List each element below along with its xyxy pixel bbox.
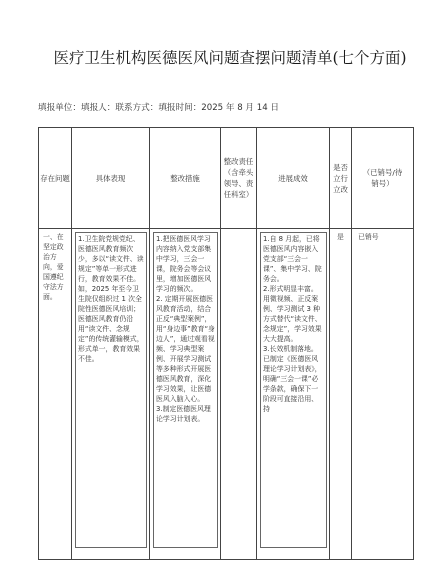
header-responsible: 整改责任（含牵头领导、责任科室）: [221, 128, 257, 229]
document-title: 医疗卫生机构医德医风问题查摆问题清单(七个方面): [53, 49, 407, 67]
cell-responsible: [221, 229, 257, 560]
cell-progress: 1.自 8 月起，已将医德医风内容嵌入党支部“三会一课”、集中学习、院务会。 2.形式明显丰富。用微视频、正反案例、学习测试 3 种方式替代“读文件、念规定”，学习效果大大提高。 3.长效机制落地。已制定《医德医风理论学习计划表》，明确“三会一课”必学条款，确保下一阶段可直接沿用、持: [257, 229, 330, 560]
table-row: [39, 229, 414, 560]
cell-problem: 一、在坚定政治方向，爱国遵纪守法方面。: [39, 229, 72, 560]
cell-closed: 已销号: [352, 229, 414, 560]
cell-measures: 1.把医德医风学习内容纳入党支部集中学习，三会一课，院务会等会议里，增加医德医风学习的频次。 2. 定期开展医德医风教育活动，结合正反“典型案例”，用“身边事”教育“身边人”，通过观看视频、学习典型案例、开展学习测试等多种形式开展医德医风教育，深化学习效果，让医德医风入脑入心。 3.制定医德医风理论学习计划表。: [150, 229, 221, 560]
cell-immediate: 是: [330, 229, 352, 560]
header-symptom: 具体表现: [72, 128, 150, 229]
header-problem: 存在问题: [39, 128, 72, 229]
report-meta-line: 填报单位：填报人：联系方式：填报时间：2025 年 8 月 14 日: [38, 103, 279, 113]
header-closed: （已销号/待销号）: [352, 128, 414, 229]
table-header-row: [39, 128, 414, 229]
header-measures: 整改措施: [150, 128, 221, 229]
cell-symptom: 1.卫生院党规党纪、医德医风教育频次少，多以“读文件、读规定”等单一形式进行，教育效果不佳。 如，2025 年至今卫生院仅组织过 1 次全院性医德医风培训；医德医风教育仍沿用“读文件、念规定”的传统灌输模式，形式单一，教育效果不佳。: [72, 229, 150, 560]
header-progress: 进展成效: [257, 128, 330, 229]
problem-list-table: [38, 127, 414, 560]
header-immediate: 是否立行立改: [330, 128, 352, 229]
